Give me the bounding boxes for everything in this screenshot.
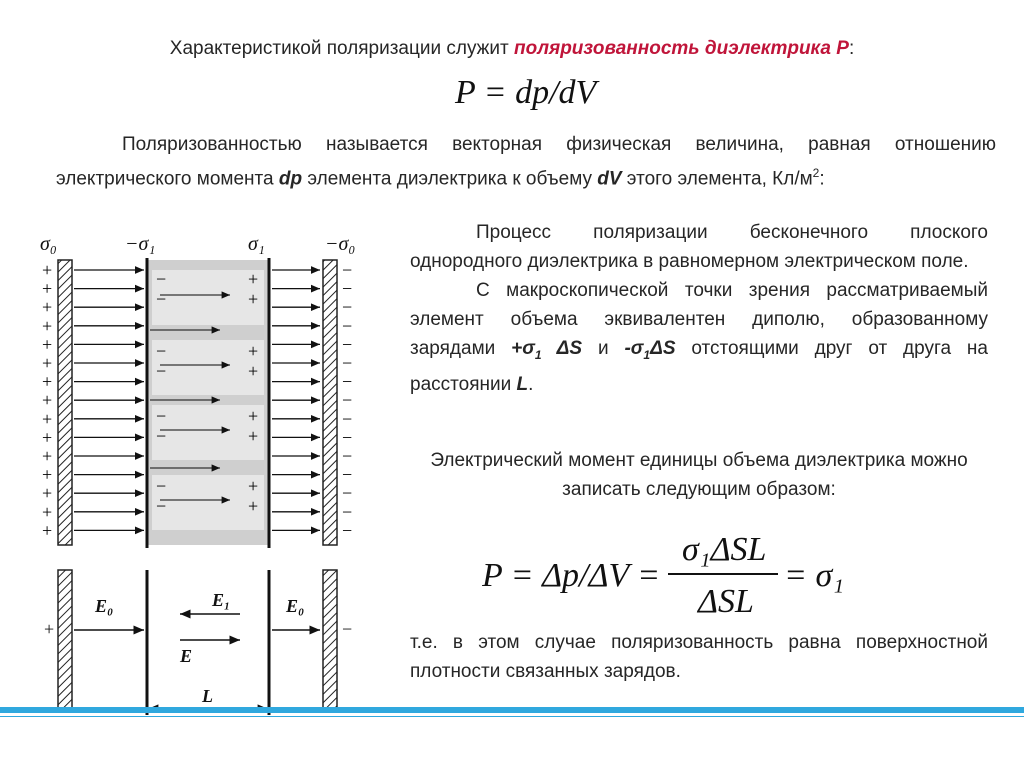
moment-paragraph: Электрический момент единицы объема диэлектрика можно записать следующим образом: [430,450,968,500]
slide-title: Характеристикой поляризации служит поляризованность диэлектрика Р: [169,38,855,59]
right-plate [323,260,337,545]
minus-sign: − [342,427,353,448]
minus-sign: − [342,446,353,466]
moment-formula [482,524,882,643]
minus-sign: − [342,353,353,373]
minus-sign: − [342,297,353,318]
polarization-figure [40,230,380,730]
plus-sign: + [42,501,53,522]
bound-plus: + [248,341,259,361]
minus-sign: − [342,371,353,392]
bound-minus: − [156,269,167,289]
minus-sign: − [342,464,353,485]
plus-sign: + [42,371,53,392]
plus-sign: + [42,520,53,541]
minus-sign: − [342,390,353,411]
bottom-accent-bar [0,707,1024,713]
right-plate-lower [323,570,337,710]
bound-minus: − [156,476,167,496]
minus-sign: − [342,501,353,522]
bound-plus: + [248,406,259,426]
minus-sign: − [342,260,353,280]
plus-sign: + [42,483,53,504]
label-minus-sigma1: −σ₁ [125,233,156,255]
label-minus-sigma0: −σ₀ [325,233,356,255]
plus-sign: + [42,278,53,299]
formula-lhs: P = Δp/ΔV = [482,557,661,594]
left-plate [58,260,72,545]
plus-sign: + [42,260,53,280]
minus-sign: − [342,520,353,541]
bound-minus: − [156,361,167,381]
process-paragraph: Процесс поляризации бесконечного плоского однородного диэлектрика в равномерном электрическом поле. С макроскопической точки зрения рассматриваемый элемент объема эквивалентен диполю, образованному зарядами $+\sigma_1$ ΔS и $-\sigma_1\Delta S$ отстоящими друг от друга на расстоянии L. [410,222,988,395]
bottom-accent-line [0,716,1024,717]
bound-plus: + [248,426,259,446]
label-sigma0-left: σ₀ [40,233,57,255]
label-E0-right: E₀ [286,596,305,616]
plus-sign: + [42,315,53,336]
label-E0-left: E₀ [95,596,114,616]
bound-plus: + [248,496,259,516]
plus-sign: + [42,408,53,429]
minus-sign: − [342,483,353,504]
bound-minus: − [156,406,167,426]
formula-numerator: σ₁ΔSL [682,531,767,568]
plus-sign: + [42,427,53,448]
plus-sign: + [42,353,53,373]
formula-denominator: ΔSL [698,583,754,620]
plus-sign: + [42,390,53,411]
bound-minus: − [156,341,167,361]
left-plate-lower [58,570,72,710]
title-highlight: поляризованность диэлектрика Р [513,38,849,59]
bound-plus: + [248,289,259,309]
bound-plus: + [248,269,259,289]
minus-sign: − [342,315,353,336]
minus-sign: − [342,278,353,299]
plus-sign: + [42,464,53,485]
minus-lower: − [342,619,353,639]
plus-sign: + [42,297,53,318]
bound-minus: − [156,289,167,309]
plus-sign: + [42,334,53,355]
label-E: E [180,646,193,666]
minus-sign: − [342,334,353,355]
formula-rhs: = σ₁ [784,557,845,594]
moment-formula-svg [482,524,882,634]
bound-plus: + [248,361,259,381]
conclusion-paragraph: т.е. в этом случае поляризованность равна поверхностной плотности связанных зарядов. [410,632,988,682]
bound-minus: − [156,496,167,516]
bound-minus: − [156,426,167,446]
polarization-formula: P = dp/dV [455,74,597,111]
label-L: L [202,686,213,706]
minus-sign: − [342,408,353,429]
label-sigma1: σ₁ [248,233,265,255]
bound-plus: + [248,476,259,496]
definition-paragraph: Поляризованностью называется векторная физическая величина, равная отношению электрического момента dp элемента диэлектрика к объему dV этого элемента, $Кл/м^2$: [56,134,996,190]
plus-sign: + [42,446,53,466]
plus-lower: + [44,619,55,639]
label-E1: E₁ [212,590,231,610]
